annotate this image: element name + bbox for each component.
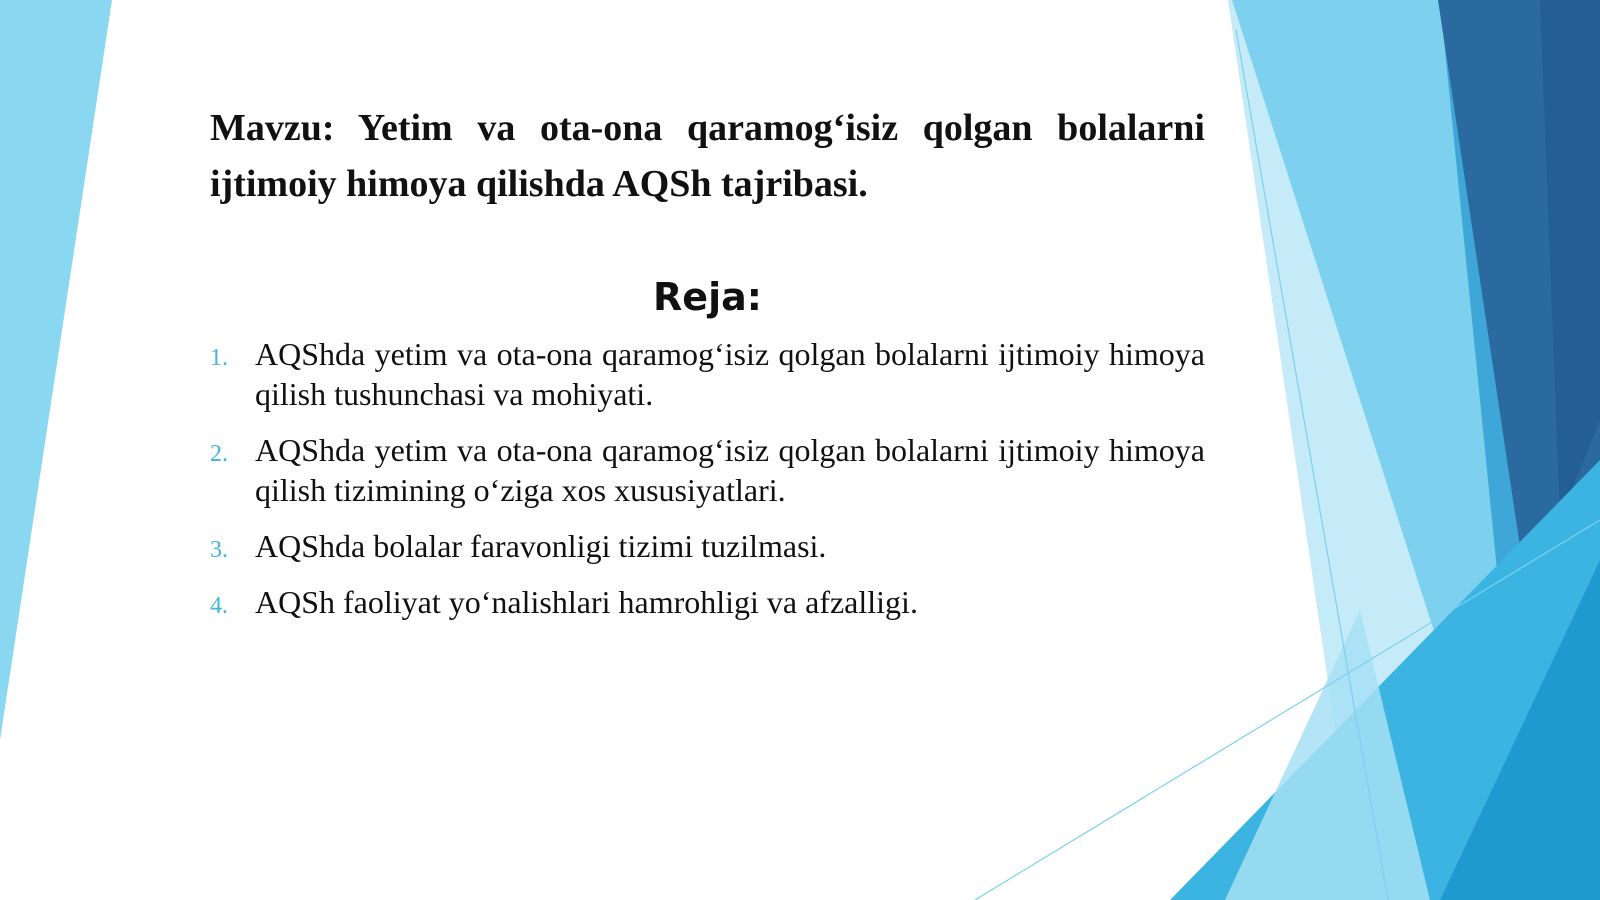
plan-item-text: AQShda yetim va ota-ona qaramog‘isiz qolgan bolalarni ijtimoiy himoya qilish tushunchasi va mohiyati.: [255, 336, 1205, 412]
left-blue-wedge: [0, 0, 112, 740]
plan-heading: Reja:: [653, 275, 762, 319]
slide-title: Mavzu: Yetim va ota-ona qaramog‘isiz qolgan bolalarni ijtimoiy himoya qilishda AQSh tajribasi.: [210, 107, 1205, 205]
plan-list: [210, 334, 1205, 622]
plan-item-4: [210, 582, 1205, 622]
plan-item-number: 4.: [210, 593, 228, 619]
plan-item-number: 3.: [210, 537, 228, 563]
plan-item-text: AQSh faoliyat yo‘nalishlari hamrohligi va afzalligi.: [255, 584, 918, 620]
plan-item-1: [210, 334, 1205, 414]
plan-item-3: [210, 526, 1205, 566]
plan-item-number: 1.: [210, 345, 228, 371]
plan-item-text: AQShda yetim va ota-ona qaramog‘isiz qolgan bolalarni ijtimoiy himoya qilish tizimining o‘ziga xos xususiyatlari.: [255, 432, 1205, 508]
plan-item-text: AQShda bolalar faravonligi tizimi tuzilmasi.: [255, 528, 827, 564]
plan-item-2: [210, 430, 1205, 510]
slide-content: [210, 100, 1205, 638]
plan-item-number: 2.: [210, 441, 228, 467]
